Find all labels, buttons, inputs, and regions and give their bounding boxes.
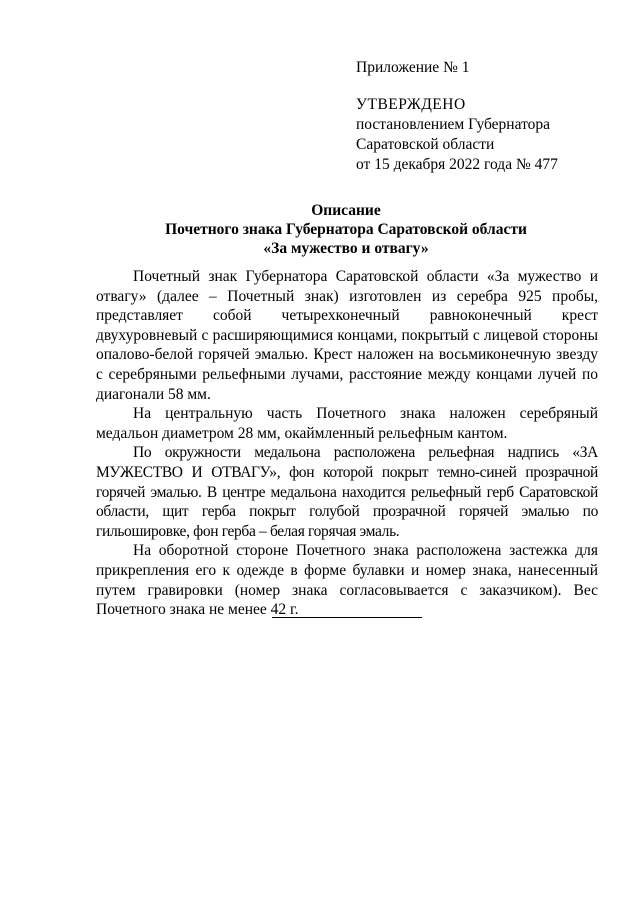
closing-rule [272,617,422,618]
document-body [96,267,598,620]
paragraph-1: Почетный знак Губернатора Саратовской области «За мужество и отвагу» (далее – Почетный знак) изготовлен из серебра 925 пробы, представляет собой четырехконечный равноконечный крест двухуровневый с расширяющимися концами, покрытый с лицевой стороны опалово-белой горячей эмалью. Крест наложен на восьмиконечную звезду с серебряными рельефными лучами, расстояние между концами лучей по диагонали 58 мм. [96,268,598,403]
paragraph-2: На центральную часть Почетного знака наложен серебряный медальон диаметром 28 мм, окаймленный рельефным кантом. [96,405,598,442]
approval-block [356,95,616,175]
appendix-label: Приложение № 1 [356,59,470,76]
paragraph-3: По окружности медальона расположена рельефная надпись «ЗА МУЖЕСТВО И ОТВАГУ», фон которой покрыт темно-синей прозрачной горячей эмалью. В центре медальона находится рельефный герб Саратовской области, щит герба покрыт голубой прозрачной горячей эмалью по гильошировке, фон герба – белая горячая эмаль. [96,444,598,540]
paragraph-4: На оборотной стороне Почетного знака расположена застежка для прикрепления его к одежде в форме булавки и номер знака, нанесенный путем гравировки (номер знака согласовывается с заказчиком). Вес Почетного знака не менее 42 г. [96,542,598,619]
approval-line-2: Саратовской области [356,136,495,153]
document-heading [96,201,596,258]
approval-stamp-title: УТВЕРЖДЕНО [356,96,466,113]
approval-line-1: постановлением Губернатора [356,116,551,133]
heading-line-3: «За мужество и отвагу» [263,240,429,257]
approval-line-3: от 15 декабря 2022 года № 477 [356,156,558,173]
heading-line-1: Описание [311,202,381,219]
heading-line-2: Почетного знака Губернатора Саратовской области [165,221,527,238]
